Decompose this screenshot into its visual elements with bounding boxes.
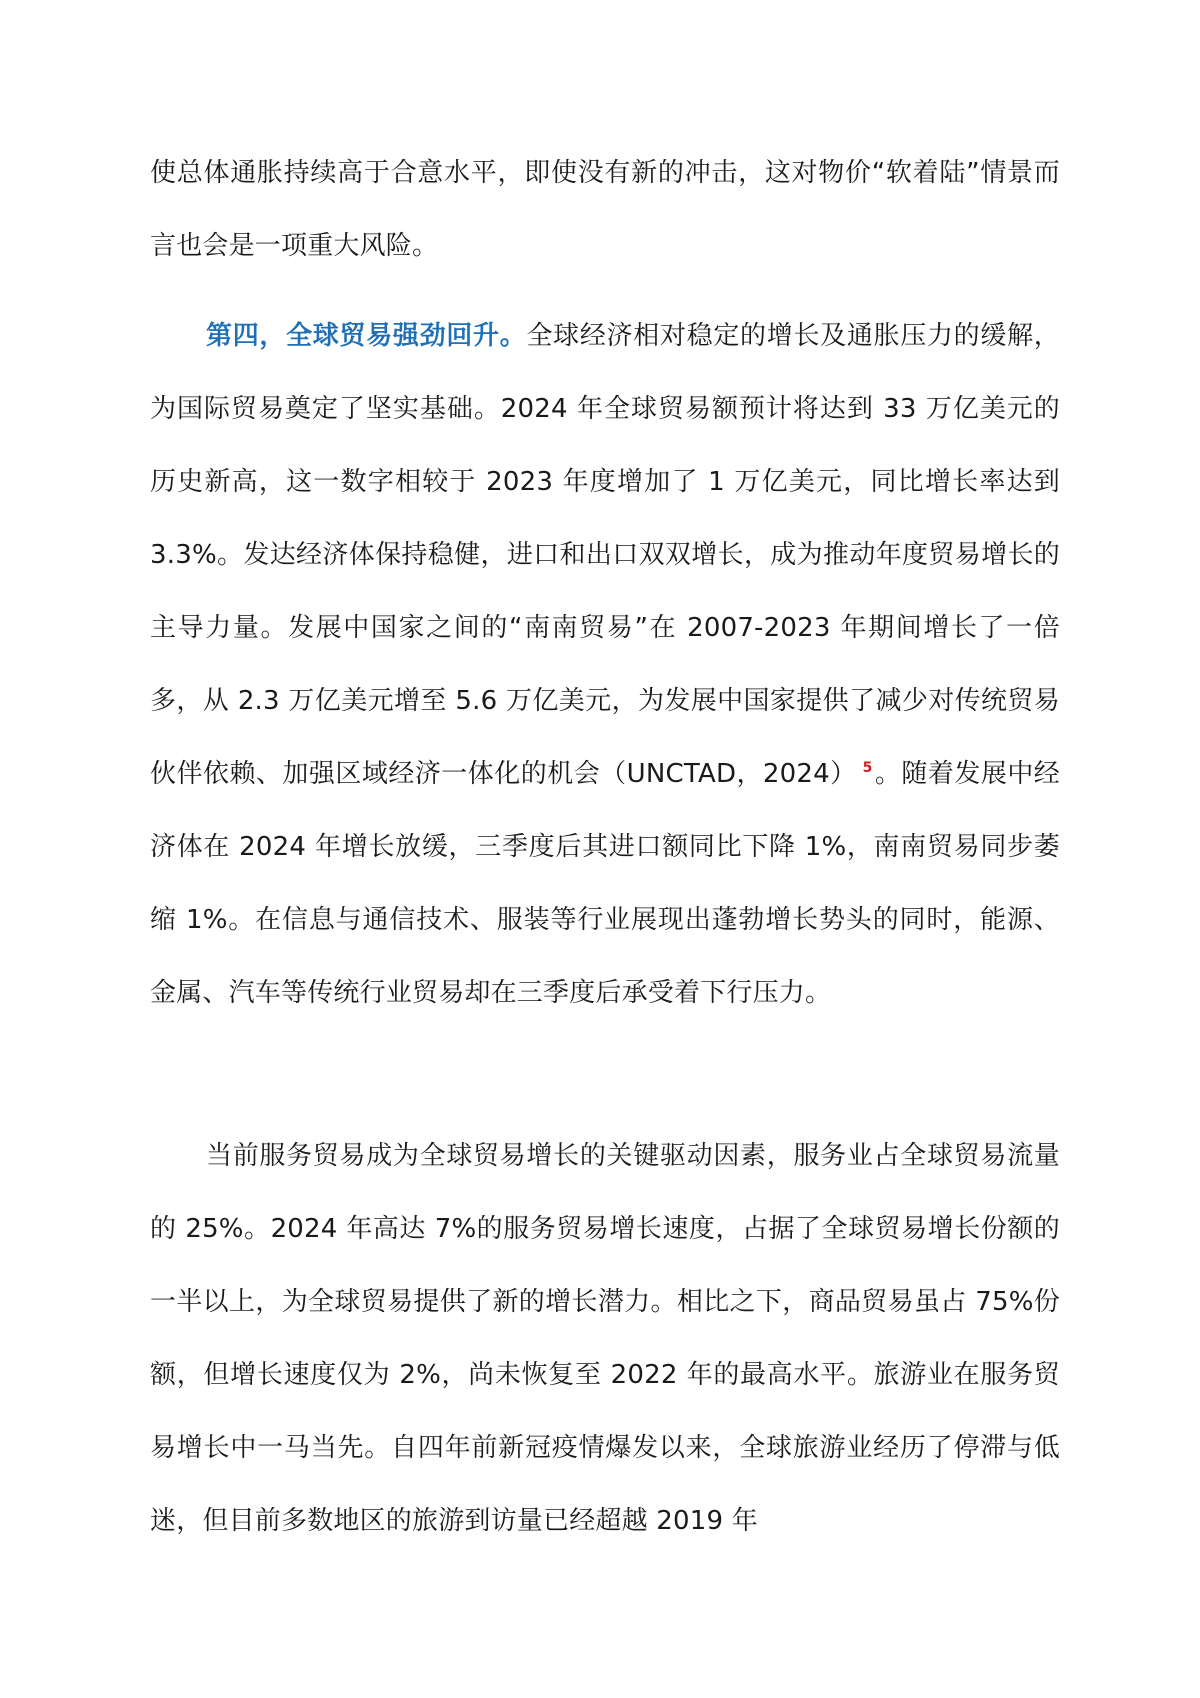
paragraph-1-text: 使总体通胀持续高于合意水平，即使没有新的冲击，这对物价“软着陆”情景而言也会是一项重大风险。 [150,158,1060,261]
section-heading-global-trade: 第四，全球贸易强劲回升。 [206,321,527,351]
paragraph-global-trade [150,300,1060,1030]
paragraph-3-text: 当前服务贸易成为全球贸易增长的关键驱动因素，服务业占全球贸易流量的 25%。2024 年高达 7%的服务贸易增长速度，占据了全球贸易增长份额的一半以上，为全球贸易提供了新的增长潜力。相比之下，商品贸易虽占 75%份额，但增长速度仅为 2%，尚未恢复至 2022 年的最高水平。旅游业在服务贸易增长中一马当先。自四年前新冠疫情爆发以来，全球旅游业经历了停滞与低迷，但目前多数地区的旅游到访量已经超越 2019 年 [150,1141,1060,1536]
paragraph-2 [150,300,1060,1030]
paragraph-2-text-before-ref: 全球经济相对稳定的增长及通胀压力的缓解，为国际贸易奠定了坚实基础。2024 年全球贸易额预计将达到 33 万亿美元的历史新高，这一数字相较于 2023 年度增加了 1 万亿美元，同比增长率达到 3.3%。发达经济体保持稳健，进口和出口双双增长，成为推动年度贸易增长的主导力量。发展中国家之间的“南南贸易”在 2007-2023 年期间增长了一倍多，从 2.3 万亿美元增至 5.6 万亿美元，为发展中国家提供了减少对传统贸易伙伴依赖、加强区域经济一体化的机会（UNCTAD，2024） [150,321,1060,789]
paragraph-continuation [150,137,1060,283]
paragraph-2-text-after-ref: 。随着发展中经济体在 2024 年增长放缓，三季度后其进口额同比下降 1%，南南贸易同步萎缩 1%。在信息与通信技术、服装等行业展现出蓬勃增长势头的同时，能源、金属、汽车等传统行业贸易却在三季度后承受着下行压力。 [150,759,1060,1008]
footnote-reference[interactable]: 5 [862,760,873,776]
paragraph-services-trade [150,1120,1060,1558]
